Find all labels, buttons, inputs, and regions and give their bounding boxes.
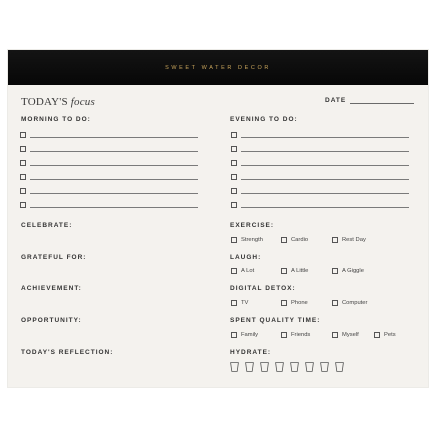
todo-line[interactable] — [30, 175, 198, 180]
date-label: DATE — [325, 97, 347, 104]
cup-icon[interactable] — [305, 362, 314, 372]
checkbox[interactable] — [332, 300, 338, 306]
checkbox[interactable] — [20, 174, 26, 180]
quality-option-family[interactable]: Family — [231, 332, 258, 338]
title-script: focus — [70, 96, 95, 108]
checkbox[interactable] — [20, 132, 26, 138]
exercise-option-strength[interactable]: Strength — [231, 237, 263, 243]
evening-todo-2[interactable] — [231, 145, 409, 153]
todo-line[interactable] — [241, 147, 409, 152]
checkbox[interactable] — [231, 132, 237, 138]
date-line[interactable] — [350, 97, 414, 104]
quality-option-pets[interactable]: Pets — [374, 332, 396, 338]
checkbox[interactable] — [332, 268, 338, 274]
todo-line[interactable] — [241, 189, 409, 194]
checkbox[interactable] — [231, 202, 237, 208]
morning-todo-3[interactable] — [20, 159, 198, 167]
checkbox[interactable] — [281, 268, 287, 274]
morning-todo-4[interactable] — [20, 173, 198, 181]
planner-pad — [8, 50, 428, 387]
title-main: TODAY'S — [21, 96, 68, 108]
quality-options — [231, 332, 421, 340]
checkbox[interactable] — [231, 188, 237, 194]
morning-todo-6[interactable] — [20, 201, 198, 209]
evening-label: EVENING TO DO: — [230, 116, 298, 123]
quality-option-friends[interactable]: Friends — [281, 332, 310, 338]
laugh-option-a-little[interactable]: A Little — [281, 268, 308, 274]
checkbox[interactable] — [231, 160, 237, 166]
exercise-option-cardio[interactable]: Cardio — [281, 237, 308, 243]
cup-icon[interactable] — [290, 362, 299, 372]
todo-line[interactable] — [241, 133, 409, 138]
opportunity-label: OPPORTUNITY: — [21, 317, 82, 324]
checkbox[interactable] — [332, 237, 338, 243]
cup-icon[interactable] — [320, 362, 329, 372]
laugh-label: LAUGH: — [230, 254, 262, 261]
detox-option-tv[interactable]: TV — [231, 300, 248, 306]
brand-name: SWEET WATER DECOR — [165, 64, 271, 71]
detox-option-phone[interactable]: Phone — [281, 300, 308, 306]
grateful-label: GRATEFUL FOR: — [21, 254, 87, 261]
todo-line[interactable] — [30, 147, 198, 152]
todo-line[interactable] — [30, 189, 198, 194]
date-field[interactable] — [325, 97, 414, 104]
morning-label: MORNING TO DO: — [21, 116, 91, 123]
evening-todo-5[interactable] — [231, 187, 409, 195]
evening-todo-4[interactable] — [231, 173, 409, 181]
morning-todo-1[interactable] — [20, 131, 198, 139]
hydrate-label: HYDRATE: — [230, 349, 272, 356]
detox-option-computer[interactable]: Computer — [332, 300, 367, 306]
todo-line[interactable] — [241, 203, 409, 208]
achievement-label: ACHIEVEMENT: — [21, 285, 82, 292]
header-band — [8, 50, 428, 85]
evening-todo-3[interactable] — [231, 159, 409, 167]
checkbox[interactable] — [281, 332, 287, 338]
detox-options — [231, 300, 421, 308]
checkbox[interactable] — [231, 146, 237, 152]
todo-line[interactable] — [30, 133, 198, 138]
checkbox[interactable] — [281, 300, 287, 306]
checkbox[interactable] — [20, 202, 26, 208]
todo-line[interactable] — [241, 175, 409, 180]
cup-icon[interactable] — [275, 362, 284, 372]
checkbox[interactable] — [332, 332, 338, 338]
celebrate-label: CELEBRATE: — [21, 222, 73, 229]
exercise-option-rest-day[interactable]: Rest Day — [332, 237, 366, 243]
cup-icon[interactable] — [335, 362, 344, 372]
checkbox[interactable] — [20, 146, 26, 152]
checkbox[interactable] — [231, 268, 237, 274]
quality-time-label: SPENT QUALITY TIME: — [230, 317, 321, 324]
exercise-options — [231, 237, 421, 245]
checkbox[interactable] — [231, 237, 237, 243]
checkbox[interactable] — [20, 160, 26, 166]
laugh-options — [231, 268, 421, 276]
laugh-option-a-lot[interactable]: A Lot — [231, 268, 254, 274]
cup-icon[interactable] — [245, 362, 254, 372]
cup-icon[interactable] — [230, 362, 239, 372]
reflection-label: TODAY'S REFLECTION: — [21, 349, 114, 356]
page-title — [21, 96, 95, 108]
quality-option-myself[interactable]: Myself — [332, 332, 359, 338]
checkbox[interactable] — [281, 237, 287, 243]
todo-line[interactable] — [241, 161, 409, 166]
checkbox[interactable] — [231, 174, 237, 180]
checkbox[interactable] — [20, 188, 26, 194]
checkbox[interactable] — [231, 300, 237, 306]
evening-todo-1[interactable] — [231, 131, 409, 139]
todo-line[interactable] — [30, 161, 198, 166]
checkbox[interactable] — [374, 332, 380, 338]
checkbox[interactable] — [231, 332, 237, 338]
digital-detox-label: DIGITAL DETOX: — [230, 285, 296, 292]
morning-todo-2[interactable] — [20, 145, 198, 153]
exercise-label: EXERCISE: — [230, 222, 275, 229]
cup-icon[interactable] — [260, 362, 269, 372]
morning-todo-5[interactable] — [20, 187, 198, 195]
laugh-option-a-giggle[interactable]: A Giggle — [332, 268, 364, 274]
evening-todo-6[interactable] — [231, 201, 409, 209]
todo-line[interactable] — [30, 203, 198, 208]
